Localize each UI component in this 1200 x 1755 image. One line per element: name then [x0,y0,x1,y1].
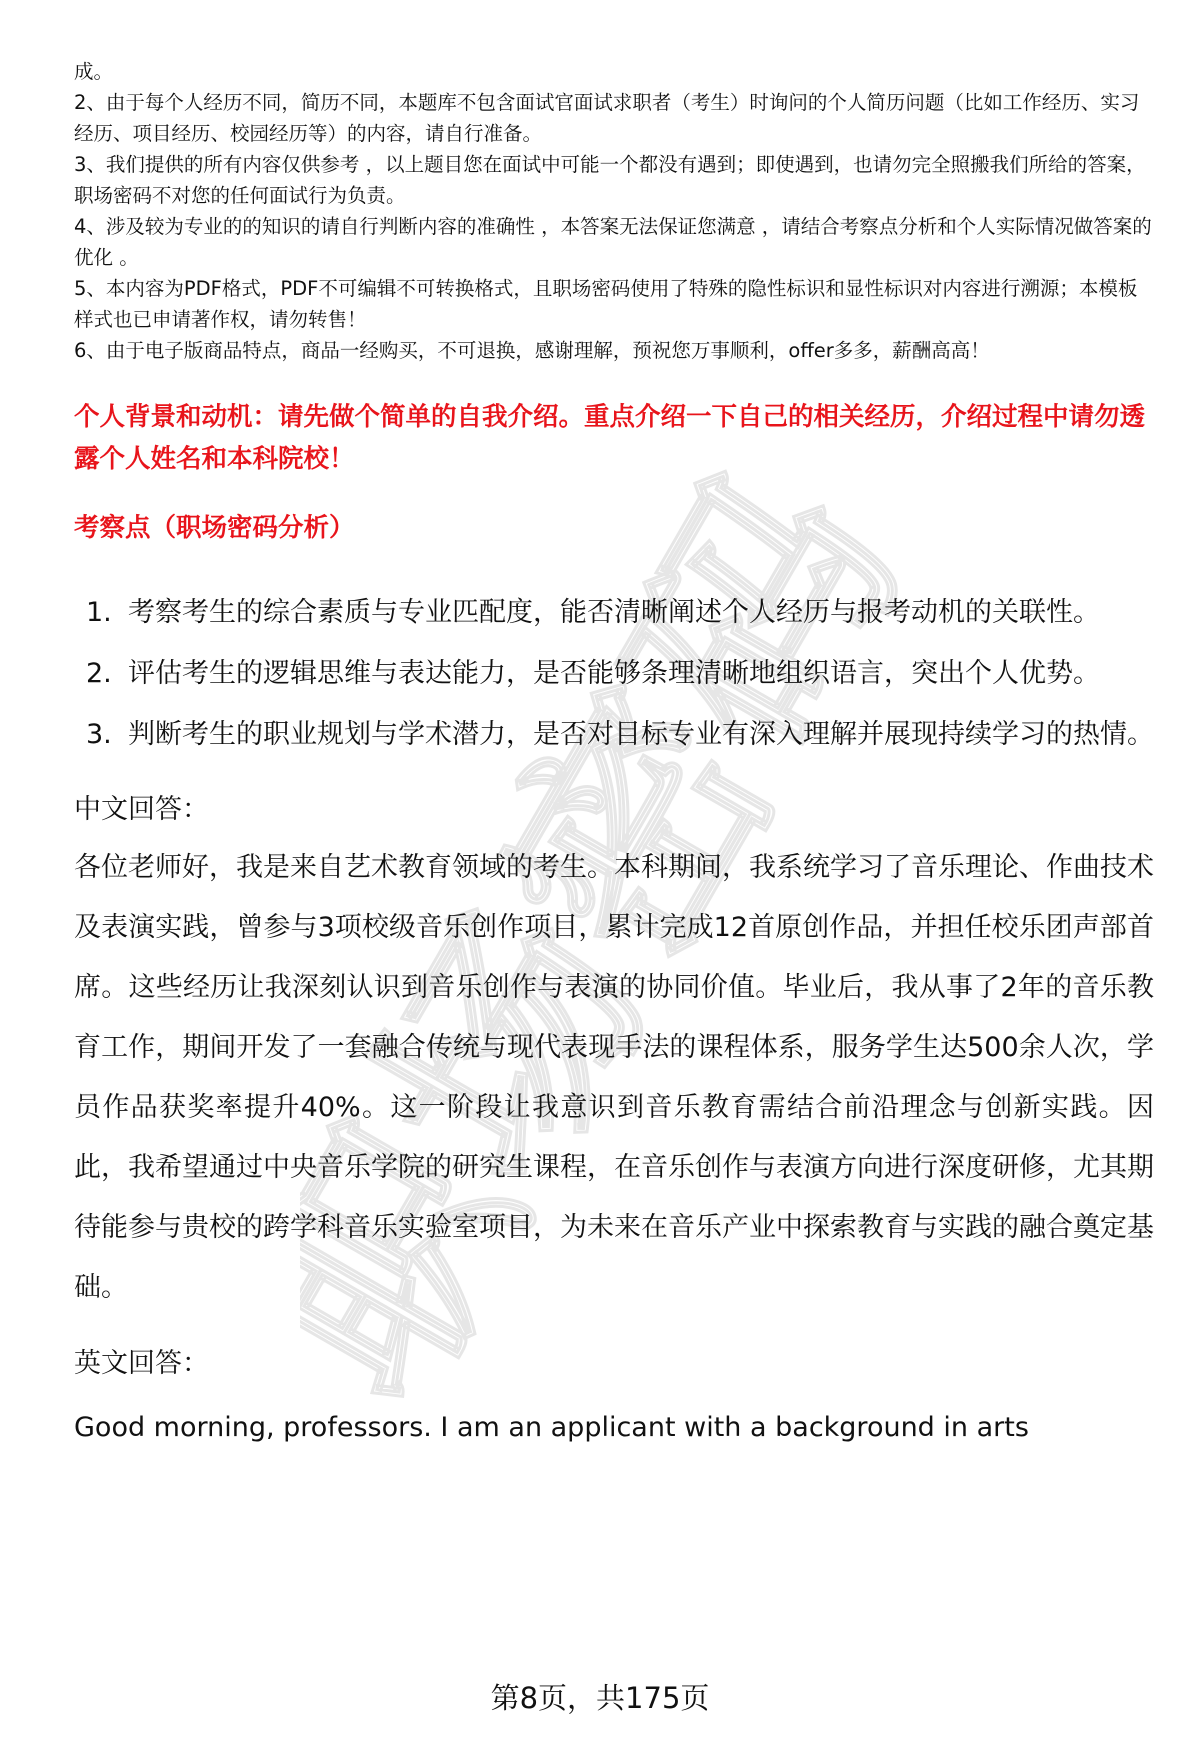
watermark-text: 职场密码 [300,430,952,1443]
page-content [74,56,1154,1452]
exam-point-number: 1. [86,597,112,628]
note-line: 4、涉及较为专业的的知识的请自行判断内容的准确性 ，本答案无法保证您满意 ，请结合考察点分析和个人实际情况做答案的优化 。 [74,215,1152,269]
exam-point-text: 考察考生的综合素质与专业匹配度，能否清晰阐述个人经历与报考动机的关联性。 [128,597,1100,628]
question-heading: 个人背景和动机：请先做个简单的自我介绍。重点介绍一下自己的相关经历，介绍过程中请勿透露个人姓名和本科院校！ [74,402,1146,474]
note-line: 5、本内容为PDF格式，PDF不可编辑不可转换格式，且职场密码使用了特殊的隐性标识和显性标识对内容进行溯源；本模板样式也已申请著作权，请勿转售！ [74,277,1138,331]
note-line: 6、由于电子版商品特点，商品一经购买，不可退换，感谢理解，预祝您万事顺利，offer多多，薪酬高高！ [74,339,990,362]
notes-section [74,56,1154,366]
exam-points-heading: 考察点（职场密码分析） [74,513,355,543]
note-line: 成。 [74,60,114,83]
english-answer-text: Good morning, professors. I am an applicant with a background in arts [74,1412,1029,1443]
exam-point-number: 3. [86,719,112,750]
chinese-answer-text: 各位老师好，我是来自艺术教育领域的考生。本科期间，我系统学习了音乐理论、作曲技术及表演实践，曾参与3项校级音乐创作项目，累计完成12首原创作品，并担任校乐团声部首席。这些经历让我深刻认识到音乐创作与表演的协同价值。毕业后，我从事了2年的音乐教育工作，期间开发了一套融合传统与现代表现手法的课程体系，服务学生达500余人次，学员作品获奖率提升40%。这一阶段让我意识到音乐教育需结合前沿理念与创新实践。因此，我希望通过中央音乐学院的研究生课程，在音乐创作与表演方向进行深度研修，尤其期待能参与贵校的跨学科音乐实验室项目，为未来在音乐产业中探索教育与实践的融合奠定基础。 [74,852,1154,1303]
exam-point-item [74,583,1154,642]
exam-point-number: 2. [86,658,112,689]
exam-point-item [74,705,1154,764]
note-line: 3、我们提供的所有内容仅供参考 ，以上题目您在面试中可能一个都没有遇到；即使遇到，也请勿完全照搬我们所给的答案，职场密码不对您的任何面试行为负责。 [74,153,1146,207]
page-number-footer: 第8页，共175页 [490,1681,710,1715]
english-answer-label: 英文回答： [74,1348,209,1379]
exam-point-item [74,644,1154,703]
chinese-answer-label: 中文回答： [74,794,209,825]
exam-points-list [74,583,1154,764]
exam-point-text: 评估考生的逻辑思维与表达能力，是否能够条理清晰地组织语言，突出个人优势。 [128,658,1100,689]
exam-point-text: 判断考生的职业规划与学术潜力，是否对目标专业有深入理解并展现持续学习的热情。 [128,719,1154,750]
note-line: 2、由于每个人经历不同，简历不同，本题库不包含面试官面试求职者（考生）时询问的个人简历问题（比如工作经历、实习经历、项目经历、校园经历等）的内容，请自行准备。 [74,91,1140,145]
